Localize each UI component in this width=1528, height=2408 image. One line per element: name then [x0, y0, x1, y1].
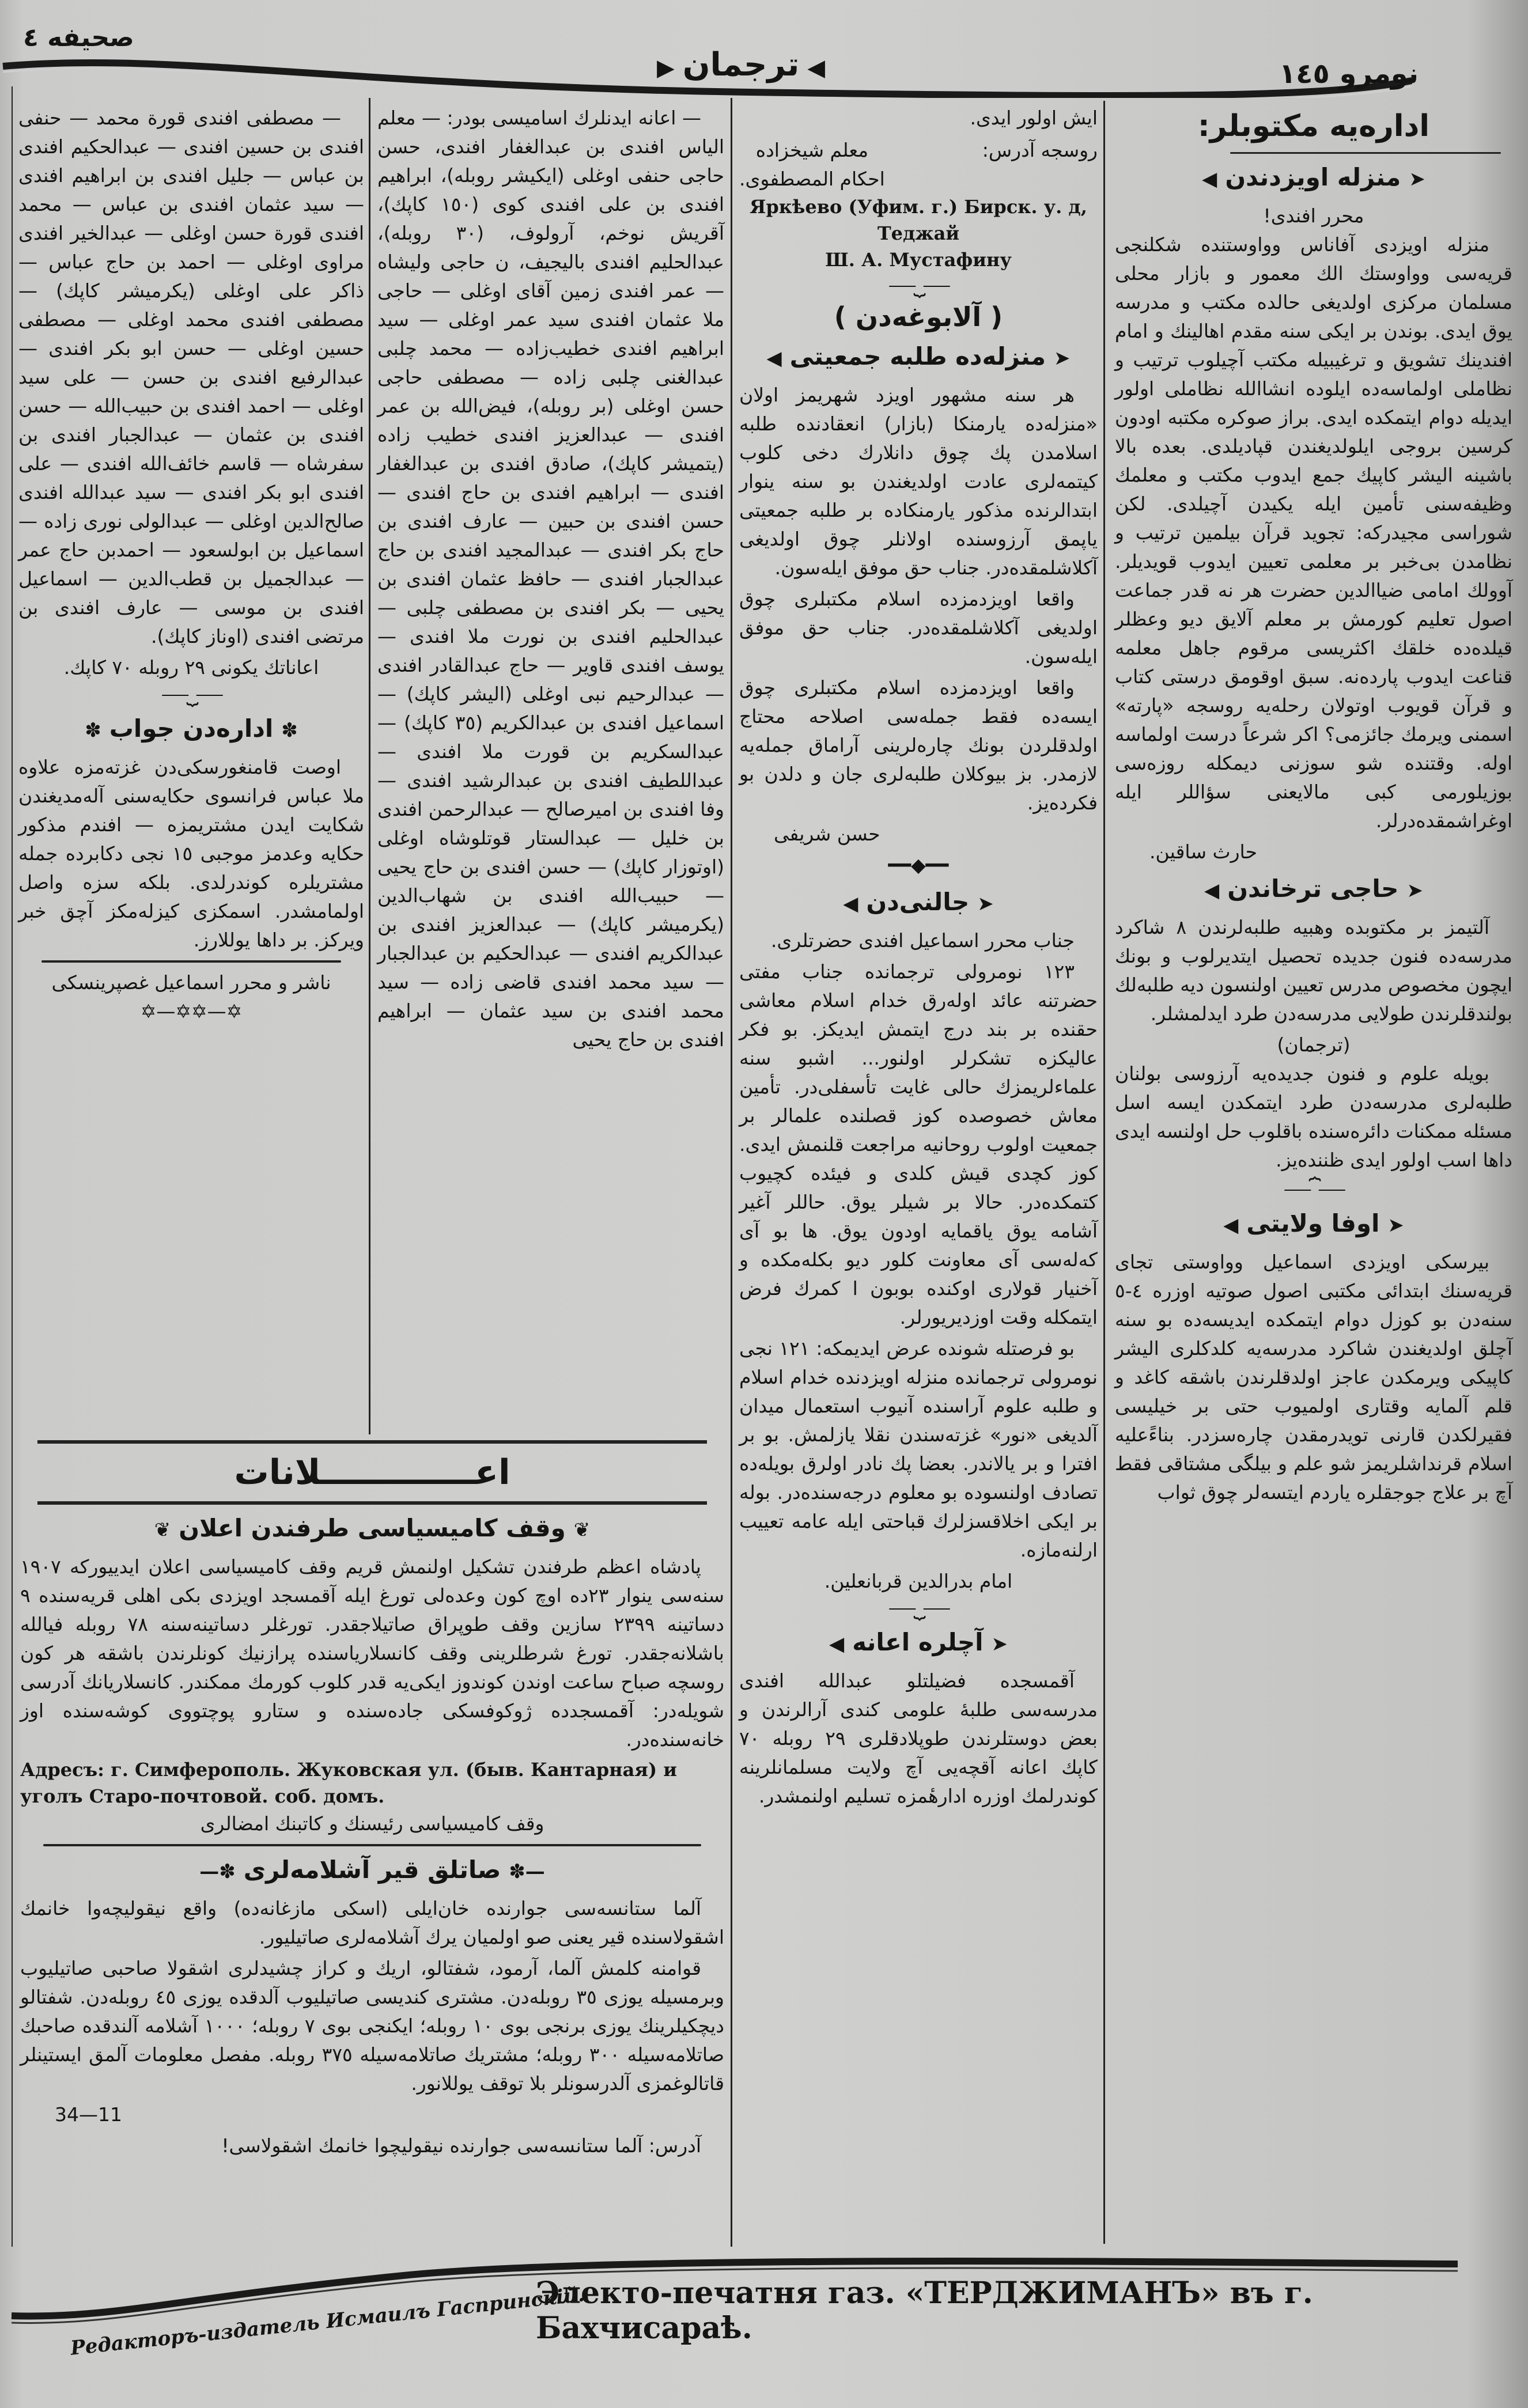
- brace-ornament: ⎯⎯⎯⏟⎯⎯⎯: [162, 682, 221, 706]
- article-title: ➤منزله اویزدندن◀: [1202, 163, 1425, 191]
- ad-signature: وقف کامیسیاسی رئیسنك و کاتبنك امضالری: [200, 1812, 544, 1835]
- divider: [1230, 152, 1501, 154]
- signature-block: [739, 136, 1098, 194]
- article-body: ١٢٣ نومرولی ترجمانده جناب مفتی حضرتنه عائد اوله‌رق خدام اسلام معاشی حقنده بر بند درج ایتمش ایدیکز. بو فکر عالیکزه تشکرلر اولنور... اشبو سنه علماءلریمزك حالی غایت تأسفلی‌در. تأمین معاش خصوصده کوز قصلنده علمالر بر جمعیت اولوب روحانیه مراجعت قلنمش ایدی. کوز کچدی قیش کلدی و فیئده کچیوب کتمکده‌در. حالا بر شیلر یوق. حاللر آغیر آشامه یوق یاقمایه اودون یوق. ها بو آی که‌له‌سی آی معاونت کلور دیو بکله‌مکده و آخنیار قولاری اوکنده بوبون ا کمرك فرض ایتمکله وقت اوزدیریورلر.: [739, 960, 1098, 1328]
- issue-number: نومرو ١٤٥: [1279, 58, 1419, 90]
- editor-line: Редакторъ-издатель Исмаилъ Гаспринскій.: [69, 2283, 586, 2360]
- publisher-line: ناشر و محرر اسماعیل غصپرینسکی: [51, 971, 331, 994]
- imprint-footer: [0, 2247, 1528, 2408]
- column-second: [739, 104, 1098, 1813]
- ad-title: ❦وقف کامیسیاسی طرفندن اعلان❦: [154, 1514, 591, 1542]
- address-label: روسجه آدرس:: [982, 139, 1098, 161]
- article-title: ➤جالنی‌دن◀: [843, 888, 994, 916]
- article-title: ➤منزله‌ده طلبه جمعیتی◀: [766, 342, 1071, 370]
- article-body: بویله علوم و فنون جدیده‌یه آرزوسی بولنان طلبه‌لری مدرسه‌دن طرد ایتمکدن ایسه اسل مسئله ممکنات دائره‌سنده باقلوب حل اولنسه ایدی داها اسب اولور ایدی ظننده‌یز.: [1115, 1062, 1512, 1171]
- place-heading: ( آلابوغه‌دن ): [834, 301, 1003, 332]
- ornament-icon: ◀: [829, 1633, 845, 1656]
- page-border: [12, 86, 13, 2247]
- russian-address: Яркѣево (Уфим. г.) Бирск. у. д, Теджай: [750, 196, 1087, 244]
- ad-title: —✽صاتلق قیر آشلامه‌لری✽—: [199, 1856, 545, 1884]
- ad-body: آلما ستانسه‌سی جوارنده خان‌ایلی (اسکی مازغانه‌ده) واقع نیقولیچه‌وا خانمك اشقولاسنده قیر یعنی صو اولمیان یرك آشلامه‌لری صاتیلیور.: [20, 1897, 724, 1948]
- signature: حسن شریفی: [774, 823, 880, 845]
- ornament-icon: ◀: [766, 347, 782, 370]
- russian-address: Ш. А. Мустафину: [825, 249, 1012, 271]
- article-body: اوصت قامنغورسکی‌دن غزته‌مزه علاوه ملا عباس فرانسوی حکایه‌سنی آله‌مدیغندن شکایت ایدن مشتریمزه — افندم مذکور حکایه وعدمز موجبی ١٥ نجی دکابرده جمله مشتریلره کوندرلدی. بلکه سزه واصل اولمامشدر. اسمکزی کیزله‌مکز آچق خبر ویرکز. بر داها یوللارز.: [18, 756, 364, 951]
- donation-total: اعاناتك یکونی ٢٩ روبله ٧٠ کاپك.: [63, 656, 319, 679]
- article-body: جناب محرر اسماعیل افندی حضرتلری.: [770, 929, 1075, 952]
- ornament-icon: ❦: [573, 1519, 591, 1542]
- article-body: آقمسجده فضیلتلو عبدالله افندی مدرسه‌سی طلبهٔ علومی کندی آرالرندن و بعض دوستلرندن طوپلادقلری ٢٩ روبله ٧٠ کاپك اعانه آقچه‌یی آچ ولایت مسلمانلرینه کوندرلمك اوزره ادارهٔمزه تسلیم اولنمشدر.: [739, 1669, 1098, 1807]
- ornament-icon: ◀: [1204, 879, 1220, 902]
- column-divider: [369, 98, 370, 1434]
- article-body: بیرسکی اویزدی اسماعیل وواوستی تجای قریه‌سنك ابتدائی مکتبی اصول صوتیه اوزره ٤-٥ سنه‌دن بو کوزل دوام ایتمکده ایدیسه‌ده بو سنه آچلق اولدیغندن شاکرد مدرسه‌یه کلدکلری الیشر کاپیکی ویرمکدن عاجز اولدقلرندن باشقه کاغد و قلم آلمایه وقتاری اولمیوب حتی بر خیلیسی فقیرلکدن قارنی تویدرمقدن چاره‌سزدر. بناءً‌علیه اسلام قرنداشلریمز شو علم و بیلگی مشتاقی فقط آچ بر علاج جوجقلره یاردم ایتسه‌لر چوق ثواب: [1115, 1251, 1512, 1504]
- ornament-icon: —✽: [509, 1860, 545, 1883]
- continued-text: ایش اولور ایدی.: [970, 107, 1098, 129]
- divider: [43, 1844, 701, 1846]
- ornament-icon: ✽—: [199, 1860, 236, 1883]
- diamond-ornament-icon: ━━◆━━: [888, 854, 949, 876]
- article-body: بو فرصتله شونده عرض ایدیمکه: ١٢١ نجی نومرولی ترجمانده منزله اویزدنده خدام اسلام و طلبه علوم آراسنده آنیوب استعمال میدان آلدیغی «نور» غزته‌سندن نقلا یازلمش. بو بر افترا و بر یالاندر. بعضا پك نادر اولرق بویله‌ده تصادف اولنسوده بو معلوم درجه‌سنده‌در. بوله بر ایکی اخلاقسزلرك قباحتی ایله عامه تعییب ارلنه‌مازه.: [739, 1337, 1098, 1561]
- ornament-icon: ➤: [1054, 347, 1071, 370]
- editor-note: (ترجمان): [1277, 1033, 1351, 1056]
- star-ornament-icon: ✡—✡✡—✡: [140, 1000, 243, 1023]
- column-divider: [1103, 101, 1105, 2244]
- brace-ornament: ⎯⎯⎯⏟⎯⎯⎯: [889, 1596, 948, 1619]
- ad-body: پادشاه اعظم طرفندن تشکیل اولنمش قریم وقف کامیسیاسی اعلان ایدییورکه ١٩٠٧ سنه‌سی ینوار ٢٣ده اوچ کون وعده‌لی تورغ ایله آقمسجد اویزدی بکی اهلی قریه‌سنده ٩ دساتینه ٢٣٩٩ سازین وقف طوپراق صاتیلاجقدر. تورغلر دساتینه‌سنه ٧٨ روبله فیالله باشلانه‌جقدر. تورغ شرطلرینی وقف کانسلاریاسنده پرازنیك کونلرندن باشقه هر کون روسچه صباح ساعت اوندن کوندوز ایکی‌یه قدر کلوب کورمك ممکندر. کانسلاریانك آدرسی شویله‌در: آقمسجدده ژوکوفسکی جاده‌سنده و ستارو پوچتووی کوشه‌سنده اوز خانه‌سنده‌در.: [20, 1555, 724, 1751]
- article-body: واقعا اویزدمزده اسلام مکتبلری چوق اولدیغی آکلاشلمقده‌در. جناب حق موفق ایله‌سون.: [739, 588, 1098, 668]
- brace-ornament: ⎯⎯⎯⏟⎯⎯⎯: [889, 273, 948, 297]
- section-title: اداره‌یه مکتوبلر:: [1197, 109, 1430, 143]
- article-title: ✽اداره‌دن جواب✽: [85, 714, 298, 743]
- ornament-icon: ✽: [281, 719, 298, 742]
- newspaper-title: ◀ ترجمان ▶: [657, 46, 825, 84]
- ornament-icon: ◀: [1202, 168, 1217, 191]
- article-title: ➤آچلره اعانه◀: [829, 1628, 1008, 1656]
- ads-section: [20, 1440, 724, 2163]
- signature-name: معلم شیخزاده: [755, 139, 869, 161]
- russian-address: Адресъ: г. Симферополь. Жуковская ул. (быв. Кантарная) и уголъ Старо-почтовой. соб. домъ.: [20, 1759, 677, 1807]
- donor-list: — مصطفی افندی قورة محمد — حنفی افندی بن حسین افندی — عبدالحکیم افندی بن عباس — جلیل افندی بن ابراهیم افندی — سید عثمان افندی بن عباس — محمد افندی قورة حسن اوغلی — عبدالخیر افندی مراوی اوغلی — احمد بن حاج عباس — ذاکر علی اوغلی (یکرمیشر کاپك) — مصطفی افندی محمد اوغلی — مصطفی حسین اوغلی — حسن ابو بکر افندی — عبدالرفیع افندی بن حسن — علی سید اوغلی — احمد افندی بن حبیب‌الله — حسن افندی بن عثمان — عبدالجبار افندی بن سفرشاه — قاسم خائف‌الله افندی — علی افندی ابو بکر افندی — سید عبدالله افندی صالح‌الدین اوغلی — عبدالولی نوری زاده — اسماعیل بن ابولسعود — احمدبن حاج عمر — عبدالجمیل بن قطب‌الدین — اسماعیل افندی بن موسی — عارف افندی بن مرتضی افندی (اوناز کاپك).: [18, 107, 364, 648]
- ornament-icon: ◀: [1223, 1214, 1239, 1237]
- article-title: ➤حاجی ترخاندن◀: [1204, 874, 1423, 903]
- ad-code: 11—34: [55, 2103, 122, 2126]
- signature: امام بدرالدین قربانعلین.: [824, 1570, 1013, 1592]
- signature-name: احکام المصطفوی.: [739, 168, 885, 190]
- ornament-icon: ➤: [1409, 168, 1425, 191]
- ad-body: قوامنه کلمش آلما، آرمود، شفتالو، اریك و کراز چشیدلری اشقولا صاحبی صاتیلیوب وبرمسیله یوزی ٣٥ روبله‌دن. مشتری کندیسی صاتیلیوب آلدقده یوزی ٤٥ روبله‌دن. شفتالو دیچکیلرینك یوزی برنجی بوی ١٠ روبله؛ ایکنجی بوی ٧ روبله؛ ١٠٠٠ آشلامه آلندقده صاحبك صاتلامه‌سیله ٣٠٠ روبله؛ مشتریك صاتلامه‌سیله ٣٧٥ روبله. مفصل معلومات آلمق ایستینلر قاتالوغمزی آلدرسونلر بلا توقف یوللانور.: [20, 1957, 724, 2095]
- ornament-icon: ➤: [1406, 879, 1423, 902]
- article-body: آلتیمز بر مکتوبده وهبیه طلبه‌لرندن ٨ شاکرد مدرسه‌ده فنون جدیده تحصیل ایتدیرلوب و بونك ایچون مخصوص مدرس تعیین اولنسون دیه طلبه‌لك بولندقلرندن طولایی مدرسه‌دن طرد ایدلمشلر.: [1115, 916, 1512, 1025]
- salutation: محرر افندی!: [1263, 205, 1364, 227]
- page-number: صحیفه ٤: [23, 23, 134, 52]
- article-body: منزله اویزدی آفاناس وواوستنده شکلنجی قریه‌سی وواوستك الك معمور و بازار محلی مسلمان مرکزی اولدیغی حالده مکتب و مدرسه یوق ایدی. بوندن بر ایکی سنه مقدم اهالینك و امام افندینك تشویق و ترغیبیله مکتب آچیلوب ترتیب و نظاملی اولماسه‌ده ایلوده انشاالله نظاملی اولور ایدیله دوام ایتمکده ایدی. براز صوکره مکتبه اودون کرسین بروجی ایلولدیغندن قپادیلدی. بعده بالا باشینه الیشر کاپیك جمع ایدوب مکتب و معلمك وظیفه‌سنی تأمین ایله یکیدن آچیلدی. لکن شوراسی مجیدرکه: تجوید قرآن بیلمین ترتیب و نظامدن بی‌خبر بر معلمی تعیین ایدوب قویدیلر. آوولك امامی ضیاالدین حضرت هر نه قدر جماعت اصول تعلیم کورمش بر معلم آلایق دیو وعظلر قیلده‌ده خلقك اکثریسی مرقوم جاهل معلمه قناعت ایدوب پارده‌نه. سبق اوقومق درستی کتاب و قرآن قویوب اوتولان رحله‌یه روسجه «پارته» اسمنی ویرمك جائزمی؟ اکر شرعاً درست اولماسه اوله. وقتنده شو سوزنی دیمکله روزه‌سی بوزیلورمی کبی مالایعنی سؤاللر ایله اوغراشمقده‌درلر.: [1115, 233, 1512, 832]
- column-right: [1115, 104, 1512, 1509]
- article-title: ➤اوفا ولایتی◀: [1223, 1209, 1404, 1237]
- signature: حارث ساقین.: [1149, 840, 1257, 863]
- ad-body: آدرس: آلما ستانسه‌سی جوارنده نیقولیچوا خانمك اشقولاسی!: [221, 2134, 701, 2157]
- donor-list: — اعانه ایدنلرك اسامیسی بودر: — معلم الیاس افندی بن عبدالغفار افندی، حسن حاجی حنفی اوغلی (ایکیشر روبله)، ابراهیم افندی بن علی افندی کوی (١٥٠ کاپك)، آقریش نوخم، آرولوف، (٣٠ روبله)، عبدالحلیم افندی بالیجیف، ن حاجی ولیشاه — عمر افندی زمین آقای اوغلی — حاجی ملا عثمان افندی سید عمر اوغلی — سید ابراهیم افندی خطیب‌زاده — محمد چلبی عبدالغنی چلبی زاده — مصطفی حاجی حسن اوغلی (بر روبله)، فیض‌الله بن عمر افندی — عبدالعزیز افندی خطیب زاده (یتمیشر کاپك)، صادق افندی بن عبدالغفار افندی — ابراهیم افندی بن حاج افندی — حسن افندی بن حبین — عارف افندی بن حاج بکر افندی — عبدالمجید افندی بن حاج عبدالجبار افندی — حافظ عثمان افندی بن یحیی — بکر افندی بن مصطفی چلبی — عبدالحلیم افندی بن نورت ملا افندی — یوسف افندی قاویر — حاج عبدالقادر افندی — عبدالرحیم نبی اوغلی (الیشر کاپك) — اسماعیل افندی بن عبدالکریم (٣٥ کاپك) — عبدالسکریم بن قورت ملا افندی — عبداللطیف افندی بن عبدالرشید افندی — وفا افندی بن امیرصالح — عبدالرحمن افندی بن خلیل — عبدالستار قوتلوشاه اوغلی (اوتوزار کاپك) — حسن افندی بن حاج یحیی — حبیب‌الله افندی بن شهاب‌الدین (یکرمیشر کاپك) — عبدالعزیز افندی بن عبدالکریم افندی — عبدالحکیم بن عبدالجبار — سید محمد افندی قاضی زاده — سید محمد افندی بن سید عثمان — ابراهیم افندی بن حاج یحیی: [377, 107, 724, 1051]
- column-divider: [731, 98, 732, 2247]
- ornament-icon: ➤: [977, 892, 994, 915]
- ornament-icon: ✽: [85, 719, 101, 742]
- masthead: [0, 0, 1528, 98]
- article-body: هر سنه مشهور اویزد شهریمز اولان «منزله‌ده یارمنکا (بازار) انعقادنده طلبه اسلامدن پك چوق دانلارك دخی کلوب کیتمه‌لری عادت اولدیغندن بو سنه ینوار ابتدالرنده مذکور یارمنکاده بر طلبه جمعیتی یاپمق آرزوسنده اولانلر چوق اولدیغی آکلاشلمقده‌در. جناب حق موفق ایله‌سون.: [739, 384, 1098, 579]
- ads-heading: اعـــــــــــــلانات: [37, 1440, 707, 1505]
- column-fourth: [18, 104, 364, 1026]
- ornament-icon: ❦: [154, 1519, 171, 1542]
- column-third: [377, 104, 724, 1057]
- article-body: واقعا اویزدمزده اسلام مکتبلری چوق ایسه‌ده فقط جمله‌سی اصلاحه محتاج اولدقلردن بونك چاره‌لرینی آراماق جمله‌یه لازمدر. بز بیوکلان طلبه‌لری جان و دلدن بو فکرده‌یز.: [739, 676, 1098, 814]
- ornament-icon: ◀: [843, 892, 858, 915]
- divider: [41, 960, 341, 963]
- brace-ornament: ⎯⎯⎯⏞⎯⎯⎯: [1284, 1177, 1343, 1201]
- ornament-icon: ➤: [991, 1633, 1008, 1656]
- ornament-icon: ➤: [1387, 1214, 1404, 1237]
- printer-line: Электо-печатня газ. «ТЕРДЖИМАНЪ» въ г. Бахчисараѣ.: [536, 2276, 1313, 2346]
